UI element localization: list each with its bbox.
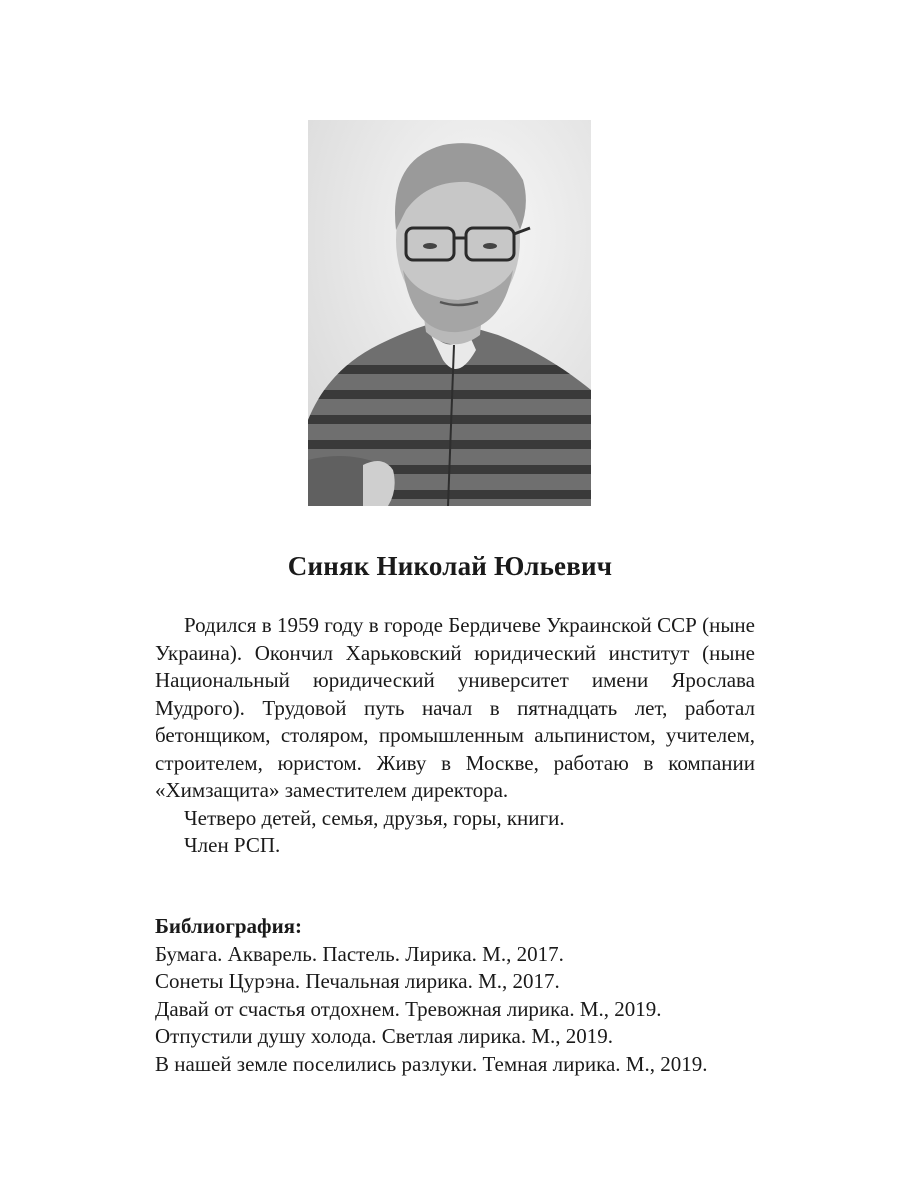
bibliography-item: Отпустили душу холода. Светлая лирика. М., 2019. (155, 1024, 614, 1048)
biography (155, 612, 755, 860)
bio-paragraph: Родился в 1959 году в городе Бердичеве Украинской ССР (ныне Украина). Окончил Харьковский юридический институт (ныне Национальный юридический университет имени Ярослава Мудрого). Трудовой путь начал в пятнадцать лет, работал бетонщиком, столяром, промышленным альпинистом, учителем, строителем, юристом. Живу в Москве, работаю в компании «Химзащита» заместителем директора. (155, 613, 755, 802)
author-photo (308, 120, 591, 506)
bibliography-list (155, 941, 775, 1079)
bibliography-item: Бумага. Акварель. Пастель. Лирика. М., 2017. (155, 941, 564, 966)
portrait-illustration (308, 120, 591, 506)
bio-paragraph: Четверо детей, семья, друзья, горы, книги. (184, 805, 565, 830)
bibliography-item: Сонеты Цурэна. Печальная лирика. М., 2017. (155, 969, 560, 993)
author-name: Синяк Николай Юльевич (287, 551, 613, 581)
bibliography (155, 913, 775, 1078)
bibliography-heading: Библиография: (155, 914, 303, 938)
bibliography-item: В нашей земле поселились разлуки. Темная лирика. М., 2019. (155, 1051, 708, 1076)
bibliography-item: Давай от счастья отдохнем. Тревожная лирика. М., 2019. (155, 996, 662, 1021)
bio-paragraph: Член РСП. (184, 833, 281, 857)
